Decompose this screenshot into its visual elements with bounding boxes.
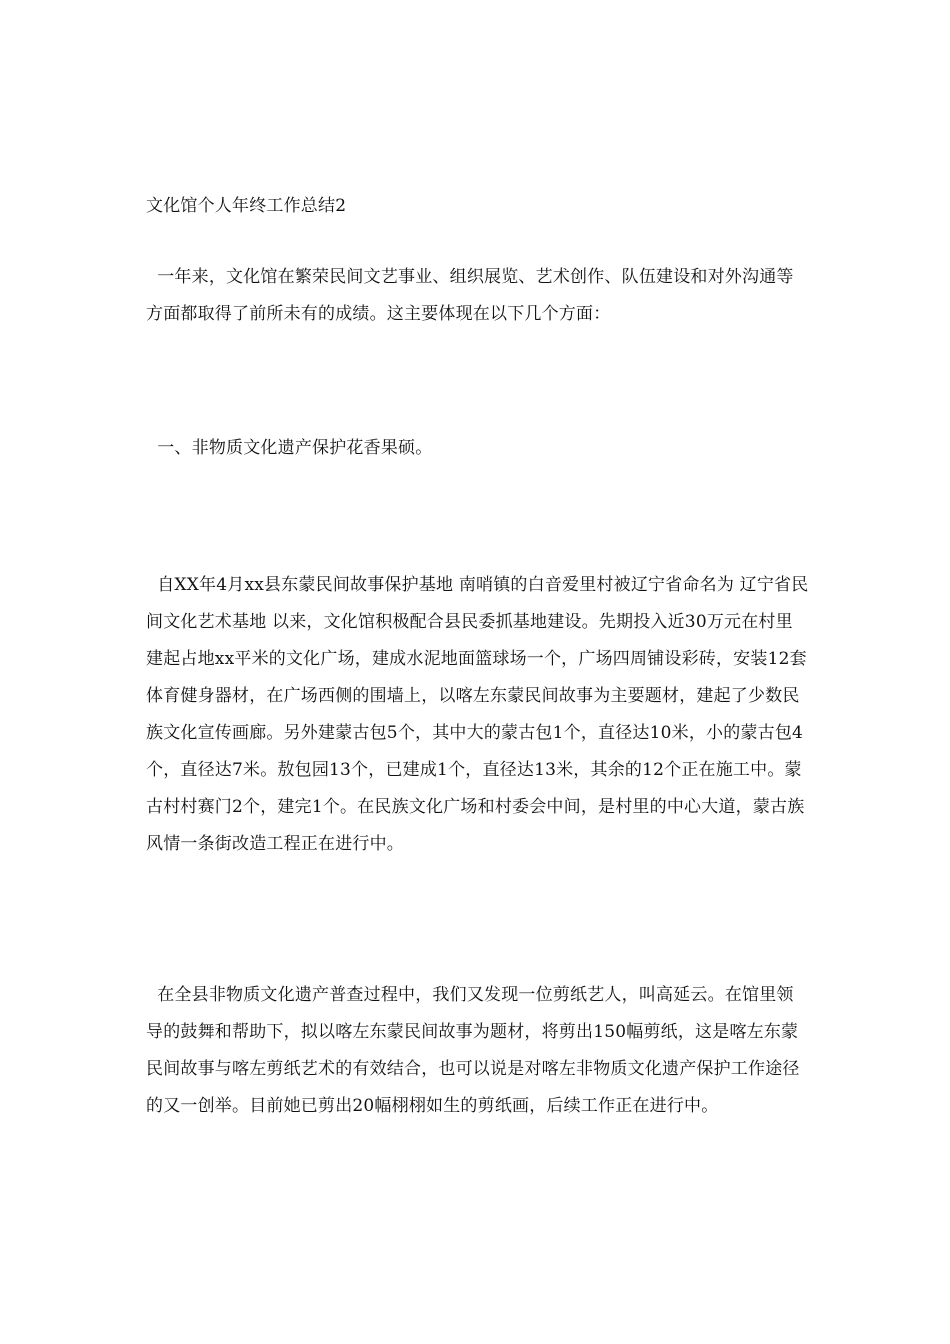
paragraph-paper-cutting: 在全县非物质文化遗产普查过程中，我们又发现一位剪纸艺人，叫高延云。在馆里领导的鼓舞和帮助下，拟以喀左东蒙民间故事为题材，将剪出150幅剪纸，这是喀左东蒙民间故事与喀左剪纸艺术的有效结合，也可以说是对喀左非物质文化遗产保护工作途径的又一创举。目前她已剪出20幅栩栩如生的剪纸画，后续工作正在进行中。 [146,985,800,1116]
document-title: 文化馆个人年终工作总结2 [146,196,347,216]
intro-paragraph: 一年来，文化馆在繁荣民间文艺事业、组织展览、艺术创作、队伍建设和对外沟通等方面都取得了前所未有的成绩。这主要体现在以下几个方面： [146,267,794,324]
paragraph-protection-base: 自XX年4月xx县东蒙民间故事保护基地 南哨镇的白音爱里村被辽宁省命名为 辽宁省民间文化艺术基地 以来，文化馆积极配合县民委抓基地建设。先期投入近30万元在村里建起占地xx平米的文化广场，建成水泥地面篮球场一个，广场四周铺设彩砖，安装12套体育健身器材，在广场西侧的围墙上，以喀左东蒙民间故事为主要题材，建起了少数民族文化宣传画廊。另外建蒙古包5个，其中大的蒙古包1个，直径达10米，小的蒙古包4个，直径达7米。敖包园13个，已建成1个，直径达13米，其余的12个正在施工中。蒙古村村赛门2个，建完1个。在民族文化广场和村委会中间，是村里的中心大道，蒙古族风情一条街改造工程正在进行中。 [146,575,809,854]
section-heading-1: 一、非物质文化遗产保护花香果硕。 [146,438,433,458]
